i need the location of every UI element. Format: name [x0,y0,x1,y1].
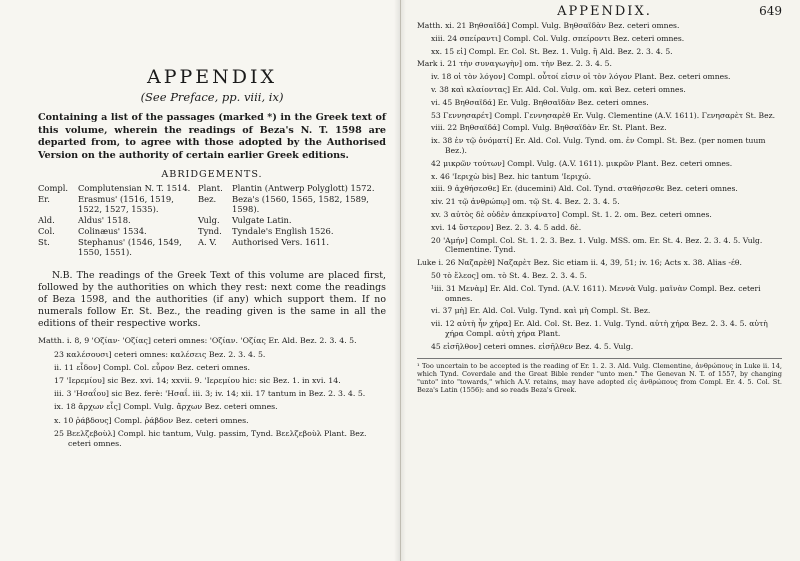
abridgement-k1: St. [38,237,50,248]
page-number: 649 [759,4,782,18]
collation-entry: Matth. xi. 21 Βηθσαϊδά] Compl. Vulg. Βηθσαϊδὰν Bez. ceteri omnes. [417,21,680,30]
abridgement-v1: Stephanus' (1546, 1549, 1550, 1551). [78,237,182,258]
abridgement-k2: Tynd. [198,226,222,237]
abridgements-heading: ABRIDGEMENTS. [161,169,263,181]
collation-entry: 53 Γεννησαρέτ] Compl. Γεννησαρὲθ Er. Vulg. Clementine (A.V. 1611). Γενησαρὲτ St. Bez. [431,110,776,120]
abridgement-v1: Complutensian N. T. 1514. [78,183,191,194]
collation-entry: x. 46 'Ιεριχὼ bis] Bez. hic tantum 'Ιεριχώ. [431,171,592,181]
footnote: ¹ Too uncertain to be accepted is the reading of Er. 1. 2. 3. Ald. Vulg. Clementine, ἀνθρώπους in Luke ii. 14, which Tynd. Coverdale and the Great Bible render "unto men." The Genevan N. T. of 1557, by changing "unto" into "towards," which A.V. retains, may have adopted εἰς ἀνθρώπους from Compl. Er. 4. 5. Col. St. Beza's Latin (1556): and so reads Beza's Greek. [417,358,782,395]
abridgement-v2: Beza's (1560, 1565, 1582, 1589, 1598). [232,194,369,215]
abridgement-row [38,226,386,237]
intro-paragraph: Containing a list of the passages (marked *) in the Greek text of this volume, wherein the readings of Beza's N. T. 1598 are departed from, to agree with those adopted by the Authorised Version on the authority of certain earlier Greek editions. [38,112,386,161]
collation-entry: ix. 38 ἐν τῷ ὀνόματί] Er. Ald. Col. Vulg. Tynd. om. ἐν Compl. St. Bez. (per nomen tuum Bez.). [431,136,766,155]
abridgement-v2: Tyndale's English 1526. [232,226,334,237]
collation-entry: v. 38 καὶ κλαίοντας] Er. Ald. Col. Vulg. om. καὶ Bez. ceteri omnes. [431,84,686,94]
collation-entry: vii. 12 αὐτὴ ἦν χήρα] Er. Ald. Col. St. Bez. 1. Vulg. Tynd. αὐτὴ χήρα Bez. 2. 3. 4. 5. αὐτὴ χήρα Compl. αὐτὴ χήρα Plant. [431,319,768,338]
page-title: APPENDIX [146,66,278,88]
collation-entry: 50 τὸ ἔλεος] om. τὸ St. 4. Bez. 2. 3. 4. 5. [431,270,587,280]
abridgement-k1: Ald. [38,215,55,226]
abridgement-v2: Authorised Vers. 1611. [232,237,330,248]
collation-entry: xv. 3 αὐτὸς δὲ οὐδὲν ἀπεκρίνατο] Compl. St. 1. 2. om. Bez. ceteri omnes. [431,209,712,219]
collation-entry: Luke i. 26 Ναζαρὲθ] Ναζαρὲτ Bez. Sic etiam ii. 4, 39, 51; iv. 16; Acts x. 38. Alias -έθ. [417,258,742,268]
collation-entry: xx. 15 εἰ] Compl. Er. Col. St. Bez. 1. Vulg. ἢ Ald. Bez. 2. 3. 4. 5. [431,46,673,56]
collation-entry: xiv. 21 τῷ ἀνθρώπῳ] om. τῷ St. 4. Bez. 2. 3. 4. 5. [431,197,620,207]
abridgement-v1: Colinæus' 1534. [78,226,147,237]
abridgement-row [38,215,386,226]
collation-entry: x. 10 ῥάβδους] Compl. ῥάβδον Bez. ceteri omnes. [54,415,249,425]
abridgement-v1: Erasmus' (1516, 1519, 1522, 1527, 1535). [78,194,174,215]
abridgement-v2: Plantin (Antwerp Polyglott) 1572. [232,183,375,194]
abridgement-row [38,237,386,258]
collation-entry: iv. 18 οἱ τὸν λόγον] Compl. οὗτοί εἰσιν οἱ τὸν λόγον Plant. Bez. ceteri omnes. [431,72,731,82]
abridgement-v1: Aldus' 1518. [78,215,131,226]
collation-entry: vi. 45 Βηθσαϊδά] Er. Vulg. Βηθσαϊδὰν Bez. ceteri omnes. [431,97,649,107]
abridgement-k1: Compl. [38,183,69,194]
collation-entry: vi. 37 μὴ] Er. Ald. Col. Vulg. Tynd. καὶ μὴ Compl. St. Bez. [431,306,651,316]
collation-entry: 45 εἰσῆλθον] ceteri omnes. εἰσῆλθεν Bez. 4. 5. Vulg. [431,341,634,351]
collation-entry: ix. 18 ἄρχων εἷς] Compl. Vulg. ἄρχων Bez. ceteri omnes. [54,402,278,412]
abridgement-row [38,183,386,194]
collation-entry: xvi. 14 ὕστερον] Bez. 2. 3. 4. 5 add. δὲ. [431,222,582,232]
abridgement-row [38,194,386,215]
collation-entry: 20 'Αμήν] Compl. Col. St. 1. 2. 3. Bez. 1. Vulg. MSS. om. Er. St. 4. Bez. 2. 3. 4. 5. Vulg. Clementine. Tynd. [431,235,763,255]
abridgement-k2: Plant. [198,183,223,194]
collation-entry: 23 καλέσουσι] ceteri omnes: καλέσεις Bez. 2. 3. 4. 5. [54,349,266,359]
collation-entry: Mark i. 21 τὴν συναγωγὴν] om. τὴν Bez. 2. 3. 4. 5. [417,59,612,69]
collation-entry: ii. 11 εἶδον] Compl. Col. εὗρον Bez. ceteri omnes. [54,362,251,372]
collation-entry: xiii. 24 σπείραντι] Compl. Col. Vulg. σπείροντι Bez. ceteri omnes. [431,33,685,43]
collation-entry: viii. 22 Βηθσαϊδά] Compl. Vulg. Βηθσαϊδὰν Er. St. Plant. Bez. [431,123,667,133]
running-head [417,4,782,19]
collation-entry: iii. 3 'Ησαΐου] sic Bez. ferè: 'Ησαΐ. iii. 3; iv. 14; xii. 17 tantum in Bez. 2. 3. 4. 5. [54,389,366,399]
collation-entry: 25 Βεελζεβοὺλ] Compl. hic tantum, Vulg. passim, Tynd. Βεελζεβοὺλ Plant. Bez. ceteri omnes. [54,428,367,448]
page-subtitle: (See Preface, pp. viii, ix) [140,90,284,104]
collation-entry: Matth. i. 8, 9 'Οζίαν· 'Οζίας] ceteri omnes: 'Οζίαν. 'Οζίας Er. Ald. Bez. 2. 3. 4. 5. [38,336,357,346]
right-entries [417,21,782,352]
collation-entry: 42 μικρῶν τούτων] Compl. Vulg. (A.V. 1611). μικρῶν Plant. Bez. ceteri omnes. [431,158,733,168]
collation-entry: xiii. 9 ἀχθήσεσθε] Er. (ducemini) Ald. Col. Tynd. σταθήσεσθε Bez. ceteri omnes. [431,184,738,194]
abridgement-k1: Er. [38,194,50,205]
running-title: APPENDIX. [557,4,652,19]
abridgement-k2: Vulg. [198,215,220,226]
abridgement-v2: Vulgate Latin. [232,215,292,226]
abridgement-k2: A. V. [198,237,217,248]
collation-entry: ¹iii. 31 Μενὰμ] Er. Ald. Col. Tynd. (A.V. 1611). Μεννὰ Vulg. μαϊνὰν Compl. Bez. ceteri omnes. [431,283,761,303]
nb-paragraph: N.B. The readings of the Greek Text of this volume are placed first, followed by the authorities on which they rest: next come the readings of Beza 1598, and the authorities (if any) which support them. If no numerals follow Er. St. Bez., the reading given is the same in all the editions of their respective works. [38,270,386,330]
right-page [400,0,800,561]
collation-entry: 17 'Ιερεμίου] sic Bez. xvi. 14; xxvii. 9. 'Ιερεμίου hic: sic Bez. 1. in xvi. 14. [54,375,341,385]
abridgements-table [38,183,386,258]
abridgement-k2: Bez. [198,194,217,205]
abridgement-k1: Col. [38,226,55,237]
left-entries [38,336,386,449]
